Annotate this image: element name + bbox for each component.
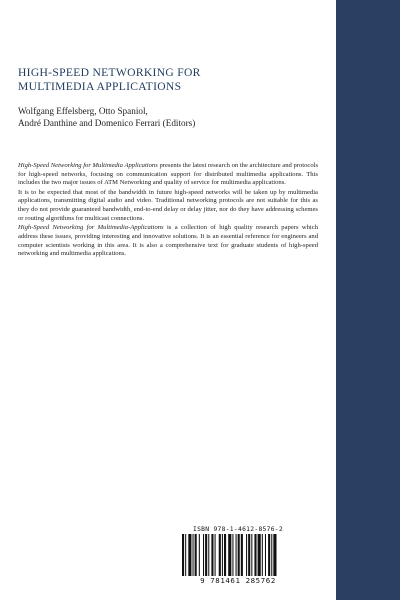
- editors: [18, 105, 318, 130]
- isbn-label: ISBN 978-1-4612-8576-2: [192, 526, 283, 533]
- barcode-digits: 9 781461 285762: [200, 576, 276, 585]
- editors-line-2: André Danthine and Domenico Ferrari (Editors): [18, 118, 196, 129]
- description-paragraph-1: [18, 162, 318, 188]
- barcode-area: [176, 520, 300, 586]
- back-cover-content: [18, 66, 318, 259]
- title-line-1: HIGH-SPEED NETWORKING FOR: [18, 66, 201, 79]
- book-description: [18, 162, 318, 259]
- paragraph-2-text: It is to be expected that most of the bandwidth in future high-speed networks will be taken up by multimedia applications, transmitting digital audio and video. Traditional networking protocols are not suitable for this as they do not provide guaranteed bandwidth, end-to-end delay or delay jitter, nor do they have addressing schemes or routing algorithms for multicast connections.: [18, 188, 318, 222]
- paragraph-3-text: is a collection of high quality research papers which address these issues, providing interesting and innovative solutions. It is an essential reference for engineers and computer scientists working in this area. It is also a comprehensive text for graduate students of high-speed networking and multimedia applications.: [18, 224, 318, 258]
- book-title-italic-1: High-Speed Networking for Multimedia Applications: [18, 161, 158, 169]
- paragraph-1-text: presents the latest research on the architecture and protocols for high-speed networks, focusing on communication support for distributed multimedia applications. This includes the two major issues of ATM Networking and quality of service for multimedia applications.: [18, 161, 319, 187]
- description-paragraph-2: [18, 189, 318, 224]
- spine-band: [336, 0, 400, 600]
- book-title: [18, 66, 318, 94]
- book-title-italic-2: High-Speed Networking for Multimedia-Applications: [18, 224, 164, 232]
- barcode-icon: [178, 534, 298, 576]
- editors-line-1: Wolfgang Effelsberg, Otto Spaniol,: [18, 106, 148, 116]
- title-line-2: MULTIMEDIA APPLICATIONS: [18, 80, 182, 93]
- description-paragraph-3: [18, 224, 318, 259]
